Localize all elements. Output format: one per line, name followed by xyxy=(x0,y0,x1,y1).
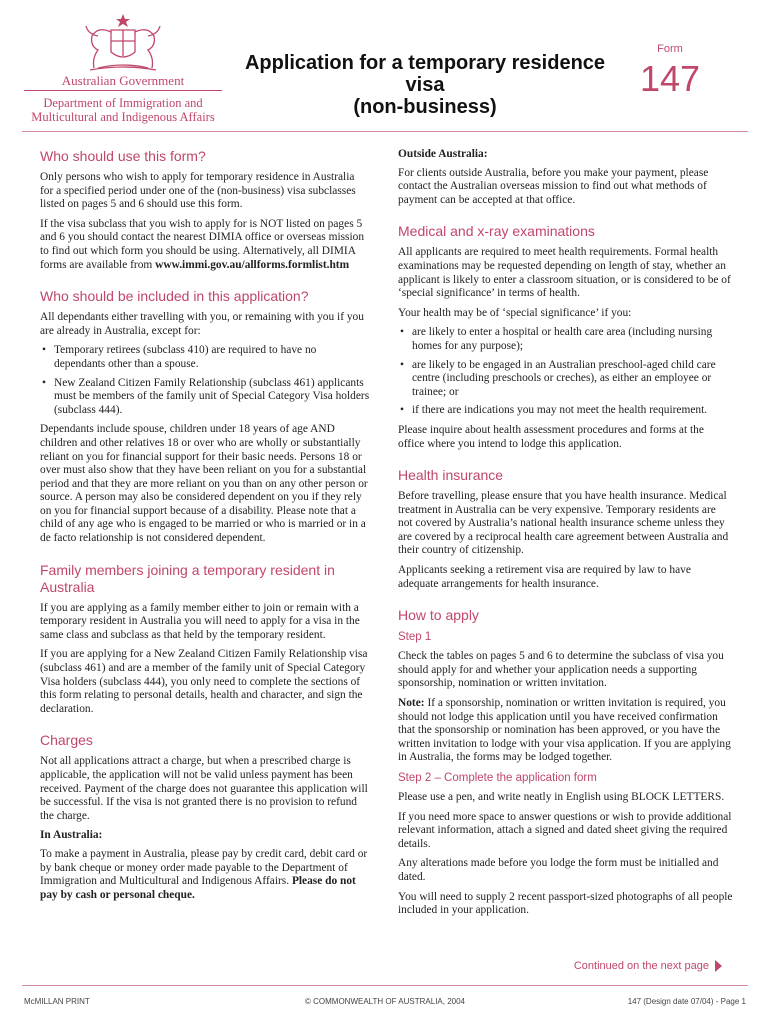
paragraph: If you are applying for a New Zealand Citizen Family Relationship visa (subclass 461) and are a member of the family unit of Special Category Visa holders (subclass 444), you only need to complete the sections of this form relating to personal details, health and character, and sign the declaration. xyxy=(40,648,368,715)
paragraph: Please use a pen, and write neatly in English using BLOCK LETTERS. xyxy=(398,791,725,803)
section-heading-medical: Medical and x-ray examinations xyxy=(398,223,595,240)
paragraph: Your health may be of ‘special significance’ if you: xyxy=(398,306,632,319)
section-heading-health-insurance: Health insurance xyxy=(398,467,504,484)
department-name-line2: Multicultural and Indigenous Affairs xyxy=(31,110,215,124)
bullet-list xyxy=(398,326,733,418)
page-title xyxy=(240,52,610,118)
paragraph: All applicants are required to meet health requirements. Formal health examinations may be requested depending on length of stay, whether an applicant is likely to enter a classroom situation, or is considered to be of ‘special significance’ in terms of health. xyxy=(398,246,731,300)
department-name-line1: Department of Immigration and xyxy=(43,96,203,110)
list-item: • Temporary retirees (subclass 410) are required to have no dependants other than a spouse. xyxy=(40,344,370,371)
paragraph: Not all applications attract a charge, but when a prescribed charge is applicable, the application will not be valid unless payment has been received. Payment of the charge does not guarantee this application will be successful. If the visa is not granted there is no provision to refund the charge. xyxy=(40,755,368,822)
paragraph: Only persons who wish to apply for temporary residence in Australia for a specified period under one of the (non-business) visa subclasses listed on pages 5 and 6 should use this form. xyxy=(40,171,356,211)
paragraph xyxy=(398,697,733,765)
bullet-list xyxy=(40,344,370,417)
form-number: 147 xyxy=(639,58,701,99)
list-item: • are likely to be engaged in an Australian preschool-aged child care centre (including preschools or creches), as either an employee or trainee; or xyxy=(398,359,733,400)
section-heading-who-included: Who should be included in this application? xyxy=(40,288,309,305)
paragraph: If you are applying as a family member either to join or remain with a temporary resident in Australia you will need to apply for a visa in the same class and subclass as that held by the temporary resident. xyxy=(40,601,360,641)
paragraph xyxy=(40,218,370,272)
department-name xyxy=(14,96,232,124)
form-label: Form xyxy=(657,43,683,55)
paragraph: Dependants include spouse, children under 18 years of age AND children and other relatives 18 or over who are wholly or substantially reliant on you for financial support for their basic needs. Persons 18 or over must also show that they have been reliant on you for a substantial period and that they are more reliant on you than on any other person or source. A person may also be considered dependent on you if they rely on you for financial support because of a disability. Please note that a child of any age who is engaged to be married or who is married or in a de facto relationship is not considered dependent. xyxy=(40,423,368,545)
footer-divider xyxy=(22,985,748,986)
paragraph: Check the tables on pages 5 and 6 to determine the subclass of visa you should apply for and whether your application needs a supporting sponsorship, nomination or written invitation. xyxy=(398,650,724,690)
section-heading-how-to-apply: How to apply xyxy=(398,607,479,624)
footer-printer: McMILLAN PRINT xyxy=(24,997,90,1006)
right-column xyxy=(398,148,733,924)
list-item: • if there are indications you may not meet the health requirement. xyxy=(398,404,733,418)
section-heading-family-members: Family members joining a temporary resident in Australia xyxy=(40,561,335,595)
continued-next-page xyxy=(574,960,722,972)
paragraph: All dependants either travelling with you, or remaining with you if you are already in Australia, except for: xyxy=(40,311,364,337)
paragraph: Applicants seeking a retirement visa are required by law to have adequate arrangements for health insurance. xyxy=(398,564,691,590)
footer-copyright: © COMMONWEALTH OF AUSTRALIA, 2004 xyxy=(305,997,465,1006)
section-heading-who-should-use: Who should use this form? xyxy=(40,148,206,164)
section-heading-charges: Charges xyxy=(40,732,93,749)
government-name: Australian Government xyxy=(61,73,185,88)
subheading-in-australia: In Australia: xyxy=(40,829,103,842)
paragraph-text: To make a payment in Australia, please pay by credit card, debit card or by bank cheque or money order made payable to the Department of Immigration and Multicultural and Indigenous Affairs. xyxy=(40,847,368,888)
title-line2: (non-business) xyxy=(353,96,497,118)
divider xyxy=(24,90,222,91)
paragraph: If you need more space to answer questions or wish to provide additional relevant information, attach a signed and dated sheet giving the required details. xyxy=(398,810,732,850)
paragraph-text: If the visa subclass that you wish to apply for is NOT listed on pages 5 and 6 you should contact the nearest DIMIA office or overseas mission to find out which form you should be using. Alternatively, all DIMIA forms are available from xyxy=(40,217,365,271)
continued-text: Continued on the next page xyxy=(573,960,709,972)
paragraph: Before travelling, please ensure that you have health insurance. Medical treatment in Australia can be very expensive. Temporary residents are not covered by Australia’s national health insurance scheme unless they are covered by a reciprocal health care agreement between Australia and their country of citizenship. xyxy=(398,490,729,557)
paragraph-bold: Please do not pay by cash or personal cheque. xyxy=(40,875,356,901)
list-item: • are likely to enter a hospital or health care area (including nursing homes for any purpose); xyxy=(398,326,733,353)
step-1-heading: Step 1 xyxy=(398,631,432,644)
paragraph-text: If a sponsorship, nomination or written invitation is required, you should not lodge this application until you have received confirmation that the sponsorship or nomination has been approved, or you have the written invitation to lodge with your visa application. If you are applying in Australia, the forms may be lodged together. xyxy=(398,697,731,764)
paragraph: You will need to supply 2 recent passport-sized photographs of all people included in your application. xyxy=(398,890,733,917)
header-divider xyxy=(22,131,748,132)
left-column xyxy=(40,148,370,908)
list-item: • New Zealand Citizen Family Relationship (subclass 461) applicants must be members of the family unit of Special Category Visa holders (subclass 444). xyxy=(40,377,370,418)
footer-page-info: 147 (Design date 07/04) - Page 1 xyxy=(627,997,746,1006)
paragraph: For clients outside Australia, before you make your payment, please contact the Australian overseas mission to find out what methods of payment can be accepted at that office. xyxy=(398,166,709,206)
step-2-heading: Step 2 – Complete the application form xyxy=(398,772,597,784)
paragraph xyxy=(40,848,370,902)
paragraph: Please inquire about health assessment procedures and forms at the office where you intend to lodge this application. xyxy=(398,423,704,450)
subheading-outside-australia: Outside Australia: xyxy=(398,148,488,160)
title-line1: Application for a temporary residence visa xyxy=(244,52,606,96)
arrow-right-icon xyxy=(715,960,722,972)
paragraph: Any alterations made before you lodge the form must be initialled and dated. xyxy=(398,857,719,883)
coat-of-arms-icon xyxy=(78,12,168,74)
note-label: Note: xyxy=(398,697,425,710)
forms-url: www.immi.gov.au/allforms.formlist.htm xyxy=(155,258,350,271)
